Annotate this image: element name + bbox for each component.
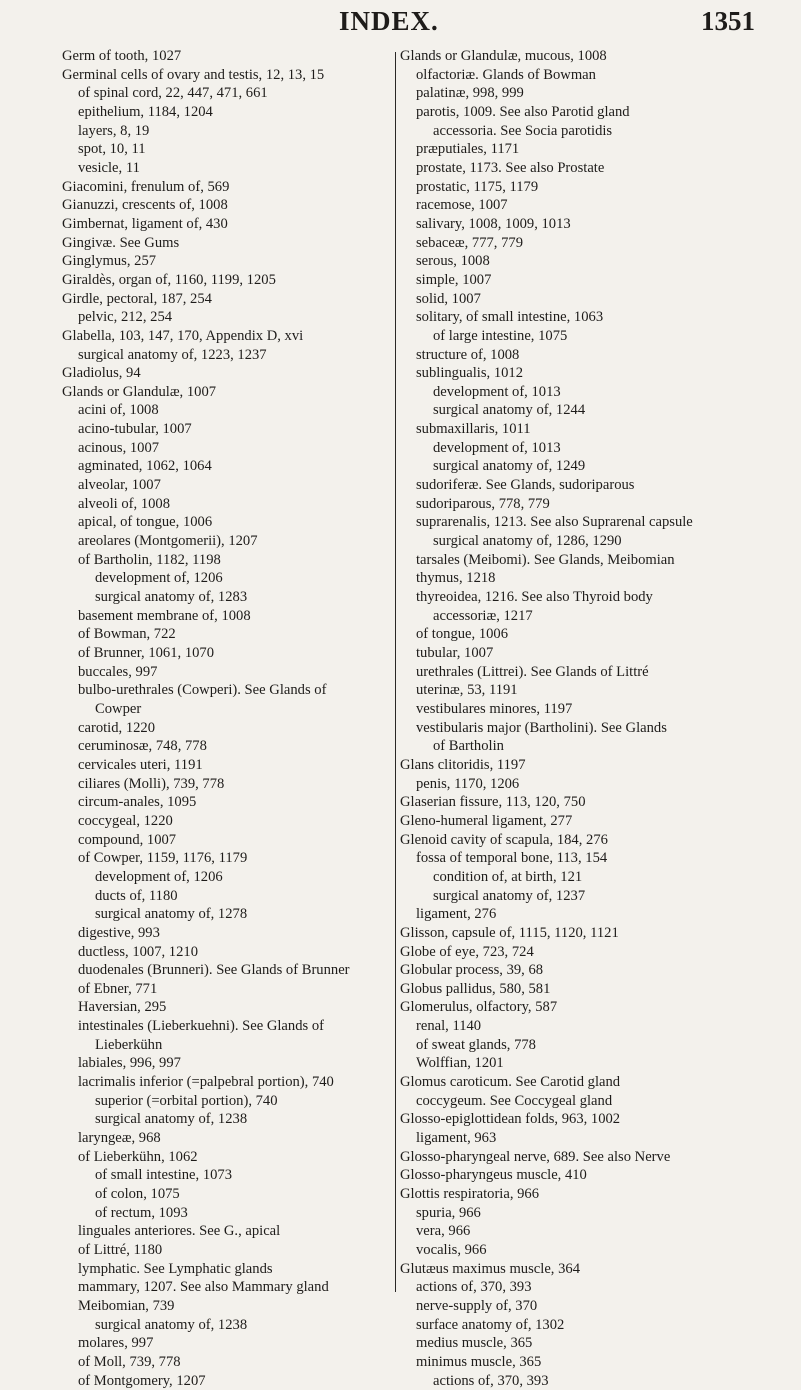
index-entry: solid, 1007 — [416, 290, 481, 307]
index-entry: Gianuzzi, crescents of, 1008 — [62, 197, 228, 214]
index-entry: duodenales (Brunneri). See Glands of Brunner — [78, 962, 350, 979]
index-entry: ceruminosæ, 748, 778 — [78, 738, 207, 755]
index-entry: of Ebner, 771 — [78, 980, 158, 997]
index-entry: acini of, 1008 — [78, 402, 159, 419]
index-entry: tarsales (Meibomi). See Glands, Meibomian — [416, 551, 675, 568]
index-entry: coccygeum. See Coccygeal gland — [416, 1092, 613, 1109]
index-entry: lacrimalis inferior (=palpebral portion), 740 — [78, 1074, 334, 1091]
index-entry: development of, 1013 — [433, 439, 561, 456]
index-entry: of large intestine, 1075 — [433, 327, 568, 344]
index-entry: spot, 10, 11 — [78, 141, 146, 158]
index-entry: parotis, 1009. See also Parotid gland — [416, 103, 630, 120]
index-entry: vocalis, 966 — [416, 1242, 487, 1258]
index-entry: Globus pallidus, 580, 581 — [400, 980, 551, 997]
index-entry: of Bartholin — [433, 738, 504, 755]
index-entry: coccygeal, 1220 — [78, 812, 173, 829]
index-entry: minimus muscle, 365 — [416, 1353, 542, 1370]
index-entry: accessoria. See Socia parotidis — [433, 122, 613, 139]
index-entry: Glisson, capsule of, 1115, 1120, 1121 — [400, 924, 619, 941]
index-entry: Gleno-humeral ligament, 277 — [400, 812, 573, 829]
index-entry: of Littré, 1180 — [78, 1242, 163, 1258]
index-entry: cervicales uteri, 1191 — [78, 756, 203, 773]
index-entry: sublingualis, 1012 — [416, 365, 524, 382]
index-entry: tubular, 1007 — [416, 645, 494, 661]
index-entry: surgical anatomy of, 1238 — [95, 1316, 248, 1333]
index-entry: Lieberkühn — [95, 1036, 163, 1053]
index-entry: of sweat glands, 778 — [416, 1036, 536, 1053]
index-entry: Ginglymus, 257 — [62, 253, 157, 270]
index-entry: ductless, 1007, 1210 — [78, 943, 198, 960]
index-entry: simple, 1007 — [416, 271, 492, 288]
index-entry: actions of, 370, 393 — [416, 1279, 532, 1296]
index-entry: surgical anatomy of, 1286, 1290 — [433, 533, 622, 550]
index-entry: Giraldès, organ of, 1160, 1199, 1205 — [62, 271, 276, 288]
index-entry: urethrales (Littrei). See Glands of Littré — [416, 663, 649, 680]
index-entry: thymus, 1218 — [416, 570, 496, 587]
index-entry: of Montgomery, 1207 — [78, 1372, 206, 1389]
index-entry: surgical anatomy of, 1249 — [433, 458, 586, 475]
index-entry: carotid, 1220 — [78, 719, 156, 736]
page-number: 1351 — [701, 6, 755, 36]
index-entry: structure of, 1008 — [416, 346, 520, 363]
index-entry: of Bowman, 722 — [78, 626, 176, 643]
index-entry: of Brunner, 1061, 1070 — [78, 645, 215, 661]
index-entry: solitary, of small intestine, 1063 — [416, 309, 604, 326]
index-entry: molares, 997 — [78, 1335, 154, 1352]
page-title: INDEX. — [339, 6, 439, 36]
index-entry: surgical anatomy of, 1278 — [95, 906, 248, 923]
index-entry: labiales, 996, 997 — [78, 1055, 181, 1072]
index-entry: surgical anatomy of, 1223, 1237 — [78, 346, 267, 363]
index-entry: of spinal cord, 22, 447, 471, 661 — [78, 85, 268, 102]
index-entry: vesicle, 11 — [78, 159, 140, 176]
index-entry: prostatic, 1175, 1179 — [416, 178, 539, 195]
index-entry: Glosso-epiglottidean folds, 963, 1002 — [400, 1111, 621, 1128]
index-entry: Glands or Glandulæ, mucous, 1008 — [400, 48, 607, 64]
index-entry: areolares (Montgomerii), 1207 — [78, 533, 258, 550]
index-entry: of small intestine, 1073 — [95, 1167, 233, 1184]
index-entry: pelvic, 212, 254 — [78, 309, 173, 326]
index-entry: laryngeæ, 968 — [78, 1130, 161, 1147]
index-entry: alveoli of, 1008 — [78, 495, 171, 512]
index-entry: Glosso-pharyngeus muscle, 410 — [400, 1167, 587, 1184]
index-entry: vera, 966 — [416, 1223, 471, 1240]
index-entry: Glosso-pharyngeal nerve, 689. See also Nerve — [400, 1148, 671, 1165]
index-entry: Glaserian fissure, 113, 120, 750 — [400, 794, 586, 811]
index-entry: lymphatic. See Lymphatic glands — [78, 1260, 273, 1277]
index-entry: renal, 1140 — [416, 1018, 482, 1035]
index-entry: condition of, at birth, 121 — [433, 868, 583, 885]
index-entry: serous, 1008 — [416, 253, 490, 270]
index-entry: circum-anales, 1095 — [78, 794, 197, 811]
index-entry: Glands or Glandulæ, 1007 — [62, 383, 217, 400]
index-entry: ligament, 963 — [416, 1130, 497, 1147]
index-entry: sebaceæ, 777, 779 — [416, 234, 523, 251]
index-entry: Glottis respiratoria, 966 — [400, 1186, 540, 1203]
index-entry: penis, 1170, 1206 — [416, 775, 520, 792]
index-entry: linguales anteriores. See G., apical — [78, 1223, 281, 1240]
index-entry: vestibulares minores, 1197 — [416, 700, 573, 717]
index-entry: Wolffian, 1201 — [416, 1055, 504, 1072]
index-column-left — [62, 47, 392, 1390]
index-entry: uterinæ, 53, 1191 — [416, 682, 518, 699]
index-entry: of tongue, 1006 — [416, 626, 509, 643]
index-entry: Giacomini, frenulum of, 569 — [62, 178, 230, 195]
index-entry: surgical anatomy of, 1283 — [95, 589, 248, 606]
index-entry: superior (=orbital portion), 740 — [95, 1092, 278, 1109]
index-entry: ligament, 276 — [416, 906, 497, 923]
index-entry: agminated, 1062, 1064 — [78, 458, 212, 475]
index-entry: racemose, 1007 — [416, 197, 508, 214]
index-entry: ducts of, 1180 — [95, 887, 178, 904]
index-entry: spuria, 966 — [416, 1204, 481, 1221]
index-entry: Glomerulus, olfactory, 587 — [400, 999, 558, 1016]
index-entry: Germinal cells of ovary and testis, 12, 13, 15 — [62, 66, 325, 83]
index-entry: bulbo-urethrales (Cowperi). See Glands of — [78, 682, 327, 699]
index-entry: acino-tubular, 1007 — [78, 421, 192, 438]
index-entry: surface anatomy of, 1302 — [416, 1316, 565, 1333]
index-entry: Germ of tooth, 1027 — [62, 48, 182, 64]
index-entry: apical, of tongue, 1006 — [78, 514, 213, 531]
index-entry: intestinales (Lieberkuehni). See Glands of — [78, 1018, 324, 1035]
index-entry: accessoriæ, 1217 — [433, 607, 533, 624]
index-entry: Glomus caroticum. See Carotid gland — [400, 1074, 621, 1091]
index-entry: sudoriferæ. See Glands, sudoriparous — [416, 477, 635, 494]
index-column-right — [400, 47, 756, 1390]
index-entry: alveolar, 1007 — [78, 477, 161, 494]
index-entry: of Lieberkühn, 1062 — [78, 1148, 198, 1165]
index-entry: suprarenalis, 1213. See also Suprarenal capsule — [416, 514, 693, 531]
index-entry: Glutæus maximus muscle, 364 — [400, 1260, 580, 1277]
index-entry: development of, 1206 — [95, 570, 223, 587]
index-entry: olfactoriæ. Glands of Bowman — [416, 66, 596, 83]
index-entry: of colon, 1075 — [95, 1186, 180, 1203]
index-entry: Globular process, 39, 68 — [400, 962, 544, 979]
index-entry: epithelium, 1184, 1204 — [78, 103, 213, 120]
index-entry: buccales, 997 — [78, 663, 158, 680]
index-entry: palatinæ, 998, 999 — [416, 85, 524, 102]
index-entry: præputiales, 1171 — [416, 141, 520, 158]
index-entry: acinous, 1007 — [78, 439, 160, 456]
index-entry: prostate, 1173. See also Prostate — [416, 159, 605, 176]
index-entry: Glabella, 103, 147, 170, Appendix D, xvi — [62, 327, 304, 344]
index-entry: digestive, 993 — [78, 924, 160, 941]
index-entry: submaxillaris, 1011 — [416, 421, 531, 438]
index-entry: surgical anatomy of, 1237 — [433, 887, 586, 904]
index-entry: compound, 1007 — [78, 831, 177, 848]
index-entry: basement membrane of, 1008 — [78, 607, 251, 624]
index-entry: Gladiolus, 94 — [62, 365, 141, 382]
index-entry: of Cowper, 1159, 1176, 1179 — [78, 850, 248, 867]
index-entry: Haversian, 295 — [78, 999, 167, 1016]
page-header — [0, 6, 801, 42]
index-entry: nerve-supply of, 370 — [416, 1297, 538, 1314]
index-entry: salivary, 1008, 1009, 1013 — [416, 215, 571, 232]
index-entry: of rectum, 1093 — [95, 1204, 188, 1221]
index-entry: Meibomian, 739 — [78, 1297, 175, 1314]
index-entry: sudoriparous, 778, 779 — [416, 495, 550, 512]
index-entry: Globe of eye, 723, 724 — [400, 943, 534, 960]
index-entry: medius muscle, 365 — [416, 1335, 533, 1352]
index-entry: mammary, 1207. See also Mammary gland — [78, 1279, 329, 1296]
index-entry: Gingivæ. See Gums — [62, 234, 180, 251]
index-entry: ciliares (Molli), 739, 778 — [78, 775, 225, 792]
index-entry: Glenoid cavity of scapula, 184, 276 — [400, 831, 608, 848]
index-entry: development of, 1013 — [433, 383, 561, 400]
index-entry: development of, 1206 — [95, 868, 223, 885]
index-entry: layers, 8, 19 — [78, 122, 150, 139]
index-entry: Gimbernat, ligament of, 430 — [62, 215, 228, 232]
index-entry: vestibularis major (Bartholini). See Glands — [416, 719, 667, 736]
index-entry: of Moll, 739, 778 — [78, 1353, 181, 1370]
index-entry: thyreoidea, 1216. See also Thyroid body — [416, 589, 653, 606]
index-entry: surgical anatomy of, 1238 — [95, 1111, 248, 1128]
column-divider — [395, 52, 396, 1292]
index-entry: of Bartholin, 1182, 1198 — [78, 551, 221, 568]
index-entry: Glans clitoridis, 1197 — [400, 756, 526, 773]
index-entry: actions of, 370, 393 — [433, 1372, 549, 1389]
index-entry: Cowper — [95, 700, 142, 717]
index-entry: fossa of temporal bone, 113, 154 — [416, 850, 608, 867]
index-entry: Girdle, pectoral, 187, 254 — [62, 290, 212, 307]
index-entry: surgical anatomy of, 1244 — [433, 402, 586, 419]
